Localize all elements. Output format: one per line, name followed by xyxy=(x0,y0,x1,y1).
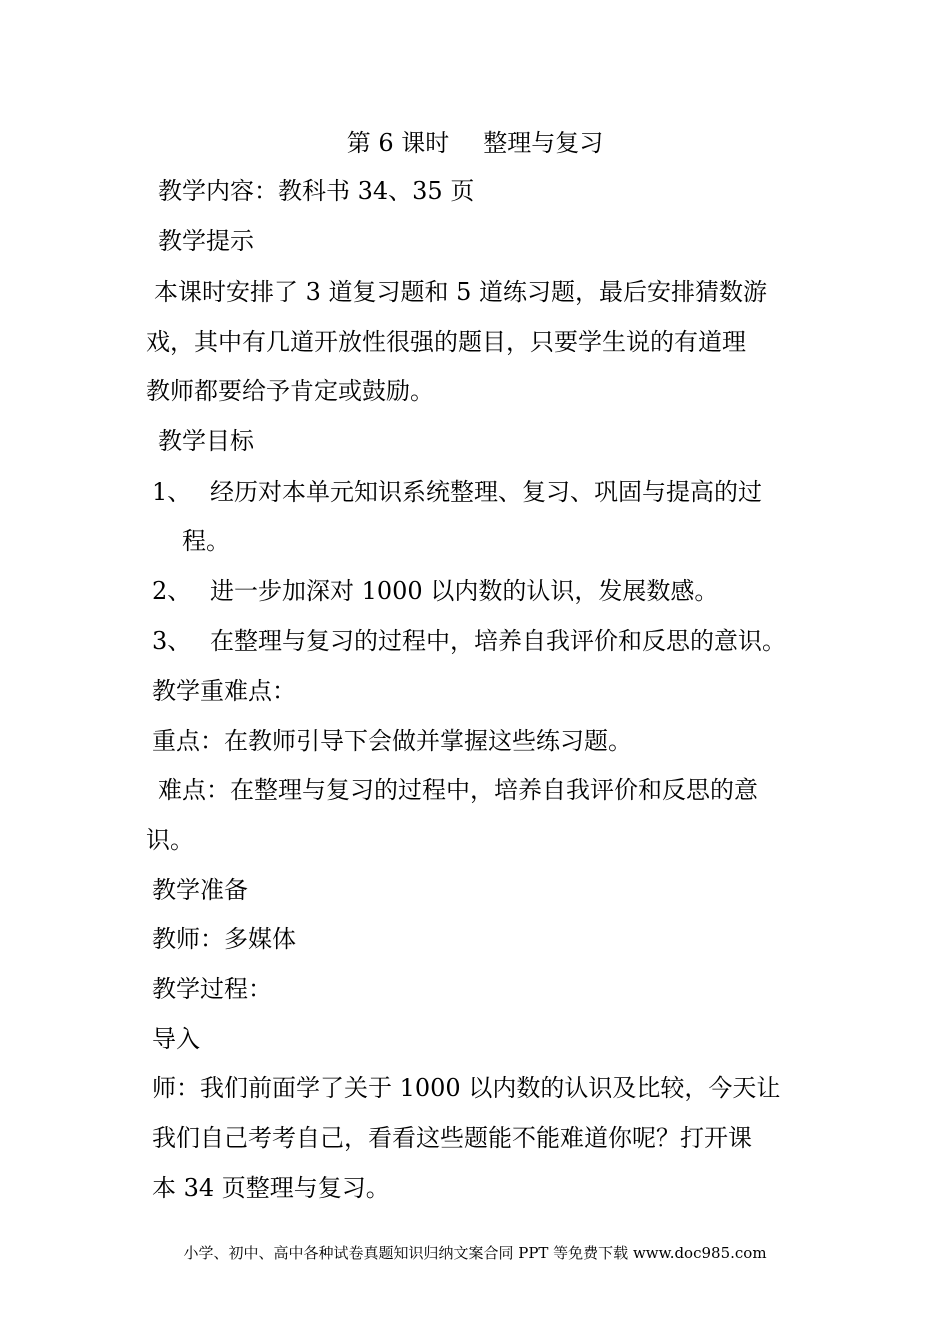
keypoint-difficulty-line: 难点：在整理与复习的过程中，培养自我评价和反思的意 xyxy=(158,776,758,804)
prep-heading: 教学准备 xyxy=(152,876,248,904)
hint-paragraph-line: 本课时安排了 3 道复习题和 5 道练习题，最后安排猜数游 xyxy=(154,278,768,306)
goal-text-continuation: 程。 xyxy=(182,527,230,555)
keypoint-focus: 重点：在教师引导下会做并掌握这些练习题。 xyxy=(152,727,632,755)
lesson-number: 第 6 课时 xyxy=(346,129,450,157)
goal-number: 3、 xyxy=(152,627,192,655)
keypoint-difficulty-line: 识。 xyxy=(146,826,194,854)
teaching-content: 教学内容：教科书 34、35 页 xyxy=(158,177,475,205)
goals-heading: 教学目标 xyxy=(158,427,254,455)
goal-item xyxy=(152,626,786,656)
page-title xyxy=(0,128,950,158)
lesson-topic: 整理与复习 xyxy=(483,129,604,157)
goal-text: 在整理与复习的过程中，培养自我评价和反思的意识。 xyxy=(210,627,786,655)
prep-teacher: 教师：多媒体 xyxy=(152,925,296,953)
hint-paragraph-line: 教师都要给予肯定或鼓励。 xyxy=(146,377,434,405)
intro-paragraph-line: 我们自己考考自己，看看这些题能不能难道你呢？打开课 xyxy=(152,1124,752,1152)
goal-item xyxy=(152,576,718,606)
intro-paragraph-line: 师：我们前面学了关于 1000 以内数的认识及比较，今天让 xyxy=(152,1074,781,1102)
process-heading: 教学过程： xyxy=(152,975,272,1003)
goal-number: 2、 xyxy=(152,577,192,605)
intro-heading: 导入 xyxy=(152,1025,200,1053)
hint-paragraph-line: 戏，其中有几道开放性很强的题目，只要学生说的有道理 xyxy=(146,328,746,356)
goal-text: 经历对本单元知识系统整理、复习、巩固与提高的过 xyxy=(210,478,762,506)
keypoints-heading: 教学重难点： xyxy=(152,677,296,705)
goal-text: 进一步加深对 1000 以内数的认识，发展数感。 xyxy=(210,577,719,605)
goal-number: 1、 xyxy=(152,478,192,506)
intro-paragraph-line: 本 34 页整理与复习。 xyxy=(152,1174,390,1202)
hint-heading: 教学提示 xyxy=(158,227,254,255)
goal-item xyxy=(152,477,762,507)
page-footer: 小学、初中、高中各种试卷真题知识归纳文案合同 PPT 等免费下载 www.doc985.com xyxy=(183,1244,767,1262)
